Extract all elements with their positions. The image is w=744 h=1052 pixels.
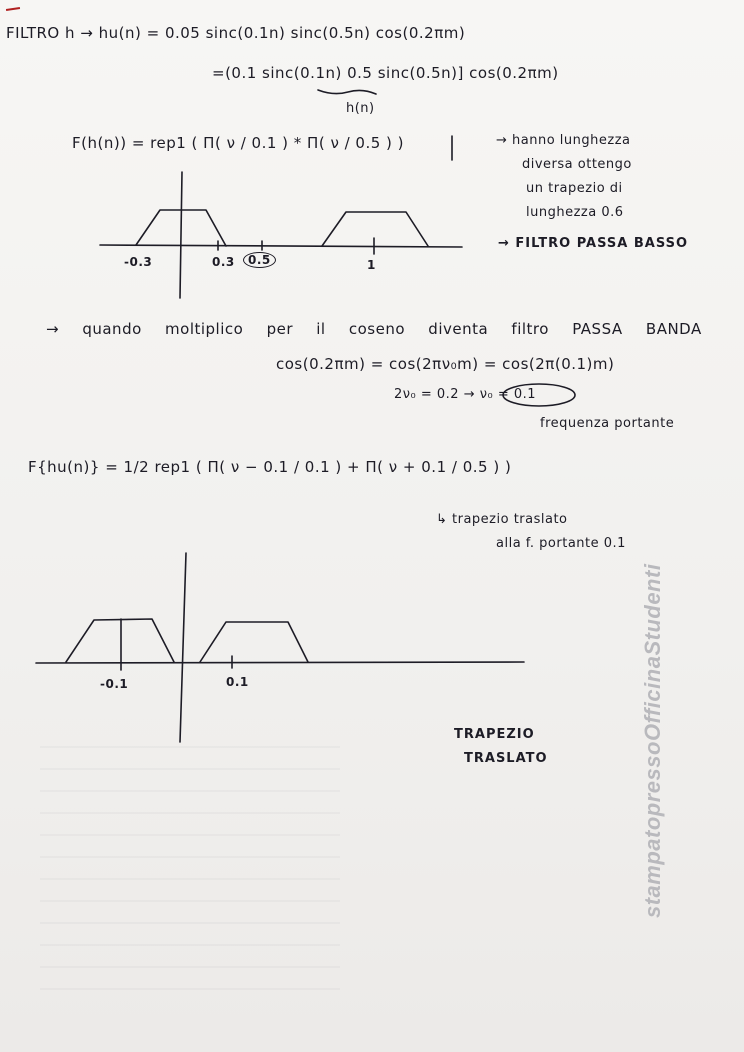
carrier-label: frequenza portante	[540, 416, 675, 431]
underbrace-label: h(n)	[346, 101, 375, 116]
traslato-label: TRASLATO	[464, 751, 548, 766]
filter-definition: FILTRO h → hu(n) = 0.05 sinc(0.1n) sinc(0.5n) cos(0.2πm)	[6, 24, 466, 42]
carrier-freq-eq: 2ν₀ = 0.2 → ν₀ = 0.1	[394, 387, 537, 402]
note-line-4: lunghezza 0.6	[526, 205, 624, 220]
plot1-tick-circled: 0.5	[243, 252, 276, 268]
shifted-transform-eq: F{hu(n)} = 1/2 rep1 ( Π( ν − 0.1 / 0.1 ) + Π( ν + 0.1 / 0.5 ) )	[28, 458, 512, 476]
note-line-3: un trapezio di	[526, 181, 623, 196]
trapezio-label: TRAPEZIO	[454, 727, 535, 742]
plot2-tick-pos: 0.1	[226, 675, 249, 689]
plot1-tick-one: 1	[367, 258, 376, 272]
shift-note-2: alla f. portante 0.1	[496, 536, 626, 551]
note-line-2: diversa ottengo	[522, 157, 632, 172]
watermark-text: stampatopressoOfficinaStudenti	[640, 563, 665, 918]
band-pass-note: → quando moltiplico per il coseno diventa filtro PASSA BANDA	[46, 320, 702, 338]
plot1-tick-neg: -0.3	[124, 255, 153, 269]
fourier-transform-eq: F(h(n)) = rep1 ( Π( ν / 0.1 ) * Π( ν / 0.5 ) )	[72, 134, 405, 152]
low-pass-label: → FILTRO PASSA BASSO	[498, 236, 689, 251]
cosine-equation: cos(0.2πm) = cos(2πν₀m) = cos(2π(0.1)m)	[276, 355, 615, 373]
plot1-tick-pos: 0.3	[212, 255, 235, 269]
filter-rewrite: =(0.1 sinc(0.1n) 0.5 sinc(0.5n)] cos(0.2πm)	[212, 64, 559, 82]
plot2-tick-neg: -0.1	[100, 677, 129, 691]
bleed-through-texture	[40, 740, 340, 990]
shift-note-1: ↳ trapezio traslato	[436, 512, 568, 527]
note-line-1: → hanno lunghezza	[496, 133, 631, 148]
